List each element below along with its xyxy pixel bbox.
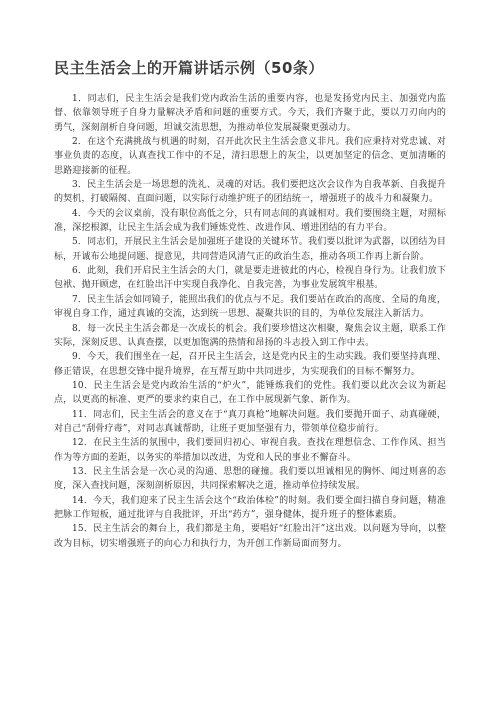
- paragraph-14: 14．今天，我们迎来了民主生活会这个“政治体检”的时刻。我们要全面扫描自身问题，精准把脉工作短板，通过批评与自我批评，开出“药方”，强身健体，提升班子的整体素质。: [54, 495, 446, 520]
- paragraph-10: 10．民主生活会是党内政治生活的“炉火”，能锤炼我们的党性。我们要以此次会议为新起点，以更高的标准、更严的要求约束自己，在工作中展现新气象、新作为。: [54, 380, 446, 406]
- paragraph-7: 7．民主生活会如同镜子，能照出我们的优点与不足。我们要站在政治的高度、全局的角度，审视自身工作，通过真诚的交流，达到统一思想、凝聚共识的目的，为单位发展注入新活力。: [54, 294, 446, 320]
- paragraph-15: 15．民主生活会的舞台上，我们都是主角，要唱好“红脸出汗”这出戏。以问题为导向，以整改为目标，切实增强班子的向心力和执行力，为开创工作新局面而努力。: [54, 524, 446, 549]
- document-title: 民主生活会上的开篇讲话示例（50条）: [54, 59, 324, 77]
- paragraph-3: 3．民主生活会是一场思想的洗礼、灵魂的对话。我们要把这次会议作为自我革新、自我提升的契机，打破隔阂、直面问题，以实际行动维护班子的团结统一，增强班子的战斗力和凝聚力。: [54, 180, 446, 205]
- paragraph-5: 5．同志们，开展民主生活会是加强班子建设的关键环节。我们要以批评为武器，以团结为目标，开诚布公地提问题、提意见，共同营造风清气正的政治生态，推动各项工作再上新台阶。: [54, 237, 446, 262]
- paragraph-12: 12．在民主生活的氛围中，我们要回归初心、审视自我。查找在理想信念、工作作风、担当作为等方面的差距，以务实的举措加以改进，为党和人民的事业不懈奋斗。: [54, 438, 446, 463]
- paragraph-6: 6．此刻，我们开启民主生活会的大门，就是要走进彼此的内心，检视自身行为。让我们放下包袱、抛开顾虑，在红脸出汗中实现自我净化、自我完善，为事业发展筑牢根基。: [54, 266, 446, 291]
- document-body: [54, 92, 446, 551]
- paragraph-4: 4．今天的会议桌前，没有职位高低之分，只有同志间的真诚相对。我们要围绕主题，对照标准，深挖根源，让民主生活会成为我们锤炼党性、改进作风、增进团结的有力平台。: [54, 208, 446, 234]
- paragraph-9: 9．今天，我们围坐在一起，召开民主生活会，这是党内民主的生动实践。我们要坚持真理、修正错误，在思想交锋中提升境界，在互帮互助中共同进步，为实现我们的目标不懈努力。: [54, 352, 446, 377]
- paragraph-8: 8．每一次民主生活会都是一次成长的机会。我们要珍惜这次相聚，聚焦会议主题，联系工作实际，深刻反思、认真查摆，以更加饱满的热情和昂扬的斗志投入到工作中去。: [54, 323, 446, 348]
- paragraph-1: 1．同志们，民主生活会是我们党内政治生活的重要内容，也是发扬党内民主、加强党内监督、依靠领导班子自身力量解决矛盾和问题的重要方式。今天，我们齐聚于此，要以刀刃向内的勇气，深刻剖析自身问题，坦诚交流思想，为推动单位发展凝聚更强动力。: [54, 94, 446, 133]
- paragraph-11: 11．同志们，民主生活会的意义在于“真刀真枪”地解决问题。我们要抛开面子、动真碰硬，对自己“刮骨疗毒”，对同志真诚帮助，让班子更加坚强有力，带领单位稳步前行。: [54, 409, 446, 434]
- paragraph-2: 2．在这个充满挑战与机遇的时刻，召开此次民主生活会意义非凡。我们应秉持对党忠诚、对事业负责的态度，认真查找工作中的不足，清扫思想上的灰尘，以更加坚定的信念、更加清晰的思路迎接新的征程。: [54, 137, 446, 176]
- paragraph-13: 13．民主生活会是一次心灵的沟通、思想的碰撞。我们要以坦诚相见的胸怀、闻过则喜的态度，深入查找问题，深刻剖析原因，共同探索解决之道，推动单位持续发展。: [54, 466, 446, 492]
